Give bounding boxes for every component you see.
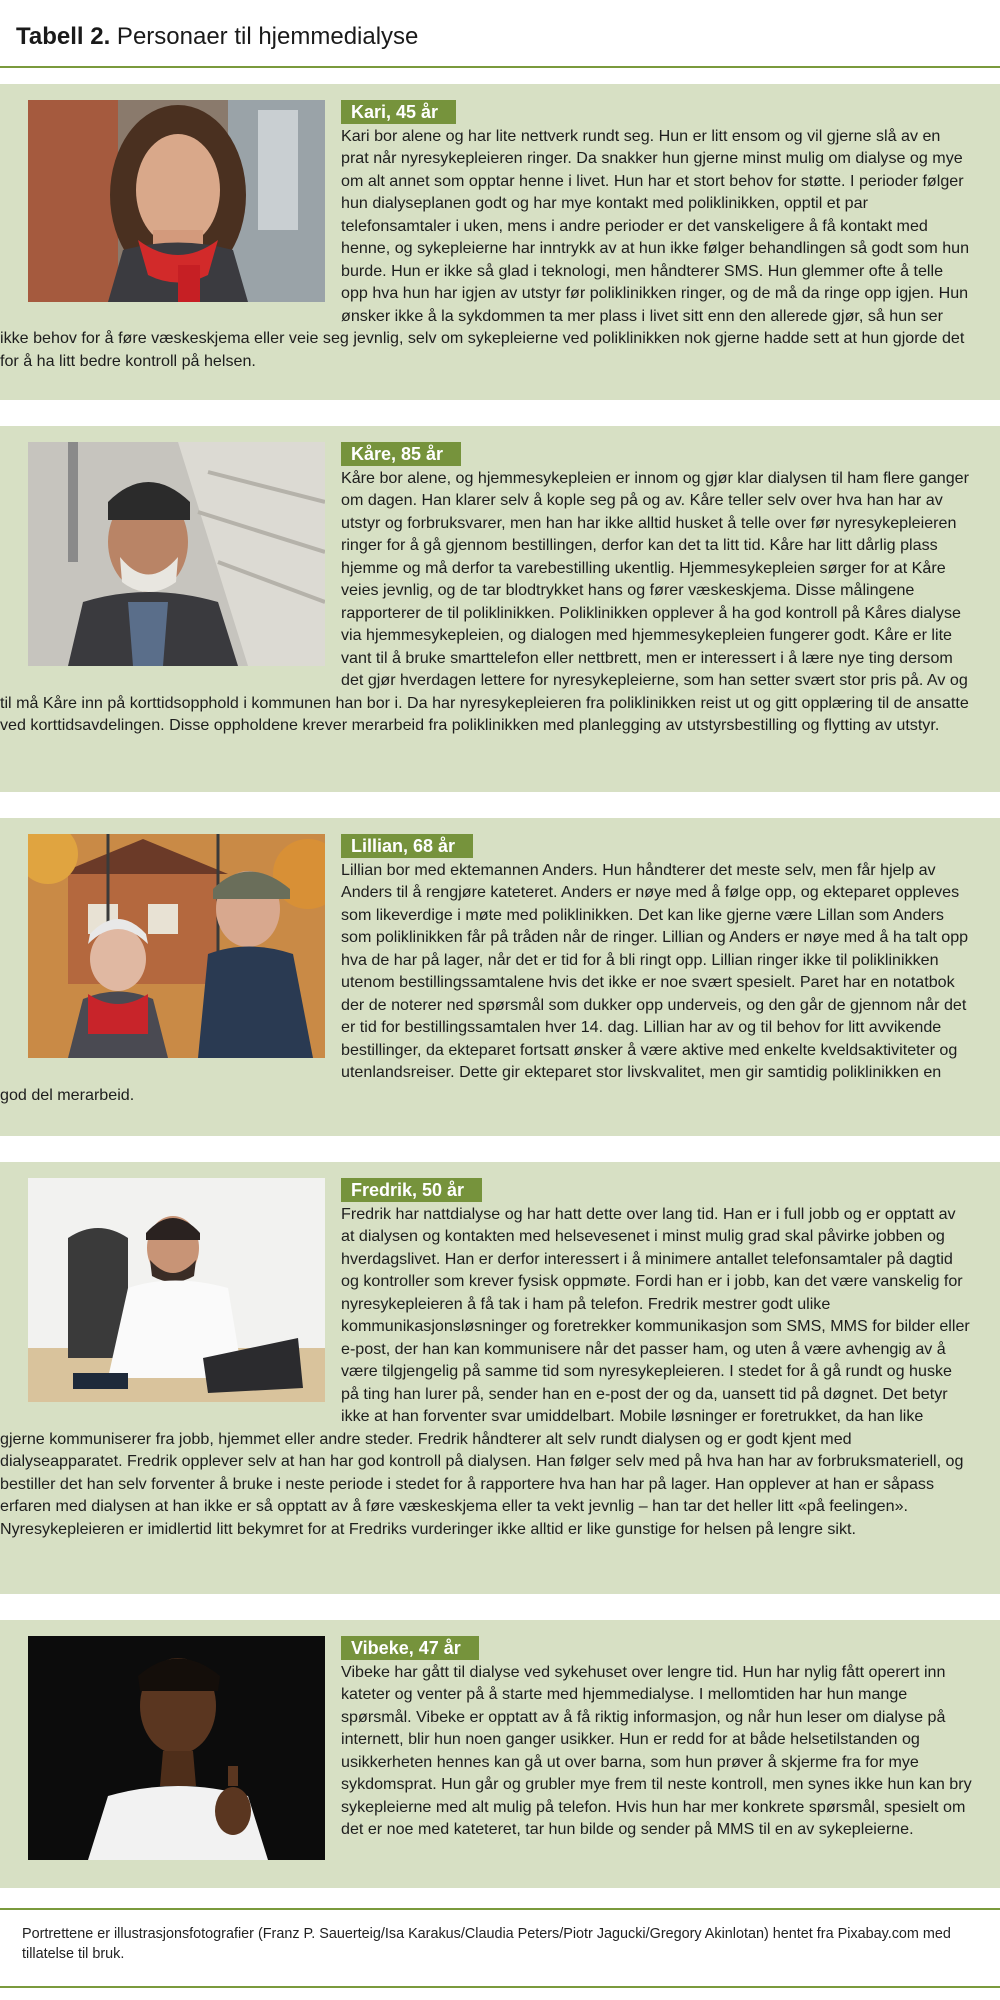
footer-divider-bottom (0, 1986, 1000, 1988)
persona-card-kari (0, 84, 1000, 400)
persona-description: Vibeke har gått til dialyse ved sykehuset over lengre tid. Hun har nylig fått operert inn kateter og venter på å starte med hjemmedialyse. I mellomtiden har hun mange spørsmål. Vibeke er opptatt av å få riktig informasjon, og når hun leser om dialyse på internett, blir hun noen ganger usikker. Hun er redd for at både helsetilstanden og usikkerheten hennes kan gå ut over barna, som hun prøver å skjerme fra for mye sykdomsprat. Hun går og grubler mye frem til neste kontroll, men synes ikke hun kan bry sykepleierne med alt mulig på telefon. Hvis hun har mer konkrete spørsmål, spesielt om det er noe med kateteret, tar hun bilde og sender på MMS til en av sykepleierne. (341, 1662, 972, 1838)
persona-name: Kåre, 85 år (341, 442, 461, 466)
persona-description: Kari bor alene og har lite nettverk rundt seg. Hun er litt ensom og vil gjerne slå av en prat når nyresykepleieren ringer. Da snakker hun gjerne minst mulig om dialyse og mye om alt annet som opptar henne i livet. Hun har et stort behov for støtte. I perioder følger hun dialyseplanen godt og har mye kontakt med poliklinikken, opptil et par telefonsamtaler i uken, mens i andre perioder er det vanskeligere å få kontakt med henne, og sykepleierne har inntrykk av at hun ikke følger behandlingen så godt som hun burde. Hun er ikke så glad i teknologi, men håndterer SMS. Hun glemmer ofte å telle opp hva hun har igjen av utstyr før poliklinikken ringer, og de må da ringe opp igjen. Hun ønsker ikke å la sykdommen ta mer plass i livet sitt enn den allerede gjør, så hun ser ikke behov for å føre væskeskjema eller veie seg jevnlig, selv om sykepleierne ved poliklinikken nok gjerne hadde sett at hun gjorde det for å ha litt bedre kontroll på helsen. (0, 126, 970, 370)
table-title-number: Tabell 2. (16, 23, 111, 50)
persona-card-vibeke (0, 1620, 1000, 1888)
persona-photo-kare (28, 442, 325, 666)
table-title (16, 22, 418, 52)
persona-photo-lillian (28, 834, 325, 1058)
persona-name: Vibeke, 47 år (341, 1636, 479, 1660)
footer-divider-top (0, 1908, 1000, 1910)
persona-photo-vibeke (28, 1636, 325, 1860)
persona-name: Kari, 45 år (341, 100, 456, 124)
persona-card-fredrik (0, 1162, 1000, 1594)
persona-name: Lillian, 68 år (341, 834, 473, 858)
table-header (0, 0, 1000, 68)
persona-description: Kåre bor alene, og hjemmesykepleien er innom og gjør klar dialysen til ham flere ganger om dagen. Han klarer selv å kople seg på og av. Kåre teller selv over hva han har av utstyr og forbruksvarer, men han har ikke alltid husket å telle over før nyresykepleieren ringer for å gå gjennom bestillingen, derfor kan det ta litt tid. Kåre har litt dårlig plass hjemme og må derfor ta varebestilling ukentlig. Hjemmesykepleien sørger for at Kåre veies jevnlig, og de tar blodtrykket hans og fører væskeskjema. Disse målingene rapporterer de til poliklinikken. Poliklinikken opplever å ha god kontroll på Kåres dialyse via hjemmesykepleien, og dialogen med hjemmesykepleien fungerer godt. Kåre er lite vant til å bruke smarttelefon eller nettbrett, men er interessert i å lære nye ting dersom det gjør hverdagen lettere for nyresykepleierne, som han setter svært stor pris på. Av og til må Kåre inn på korttidsopphold i kommunen han bor i. Da har nyresykepleieren fra poliklinikken reist ut og gitt opplæring til de ansatte ved korttidsavdelingen. Disse oppholdene krever merarbeid fra poliklinikken med planlegging av utstyrsbestilling og flytting av utstyr. (0, 468, 969, 734)
photo-credit: Portrettene er illustrasjonsfotografier (Franz P. Sauerteig/Isa Karakus/Claudia Peters/Piotr Jagucki/Gregory Akinlotan) hentet fra Pixabay.com med tillatelse til bruk. (22, 1926, 951, 1962)
persona-card-kare (0, 426, 1000, 792)
persona-card-lillian (0, 818, 1000, 1136)
persona-name: Fredrik, 50 år (341, 1178, 482, 1202)
persona-photo-fredrik (28, 1178, 325, 1402)
table-title-text: Personaer til hjemmedialyse (110, 23, 419, 50)
persona-description: Lillian bor med ektemannen Anders. Hun håndterer det meste selv, men får hjelp av Anders til å rengjøre kateteret. Anders er nøye med å følge opp, og ekteparet oppleves som likeverdige i møte med poliklinikken. Det kan like gjerne være Lillan som Anders som poliklinikken får på tråden når de ringer. Lillian og Anders er nøye med å ha talt opp hva de har på lager, når det er tid for å bli ringt opp. Lillian ringer ikke til poliklinikken utenom bestillingssamtalene hvis det ikke er noe svært spesielt. Paret har en notatbok der de noterer ned spørsmål som dukker opp underveis, og den går de gjennom når det er tid for bestillingssamtalen hver 14. dag. Lillian har av og til behov for litt avvikende bestillinger, da ekteparet fortsatt ønsker å være aktive med enkelte kveldsaktiviteter og utenlandsreiser. Dette gir ekteparet stor livskvalitet, men gir samtidig poliklinikken en god del merarbeid. (0, 860, 969, 1104)
persona-photo-kari (28, 100, 325, 302)
persona-description: Fredrik har nattdialyse og har hatt dette over lang tid. Han er i full jobb og er opptatt av at dialysen og kontakten med helsevesenet i minst mulig grad skal påvirke jobben og hverdagslivet. Han er derfor interessert i å minimere antallet telefonsamtaler på dagtid og kontroller som krever fysisk oppmøte. Fordi han er i jobb, kan det være vanskelig for nyresykepleieren å få tak i ham på telefon. Fredrik mestrer godt ulike kommunikasjonsløsninger og foretrekker kommunikasjon som SMS, MMS for bilder eller e-post, der han kan kommunisere når det passer ham, og uten å være avhengig av å være tilgjengelig på samme tid som nyresykepleieren. I stedet for å gå rundt og huske på ting han lurer på, sender han en e-post der og da, uansett tid på døgnet. Det betyr ikke at han forventer svar umiddelbart. Mobile løsninger er foretrukket, da han like gjerne kommuniserer fra jobb, hjemmet eller andre steder. Fredrik håndterer alt selv rundt dialysen og er godt kjent med dialyseapparatet. Fredrik opplever selv at han har god kontroll på dialysen. Han følger selv med på hva han har av forbruksmateriell, og bestiller det han selv forventer å bruke i neste periode i stedet for å rapportere hva han har på lager. Han opplever at han er såpass erfaren med dialysen at han ikke er så opptatt av å føre væskeskjema eller ta vekt jevnlig – han tar det heller litt «på feelingen». Nyresykepleieren er imidlertid litt bekymret for at Fredriks vurderinger ikke alltid er like gunstige for helsen på lengre sikt. (0, 1204, 970, 1538)
